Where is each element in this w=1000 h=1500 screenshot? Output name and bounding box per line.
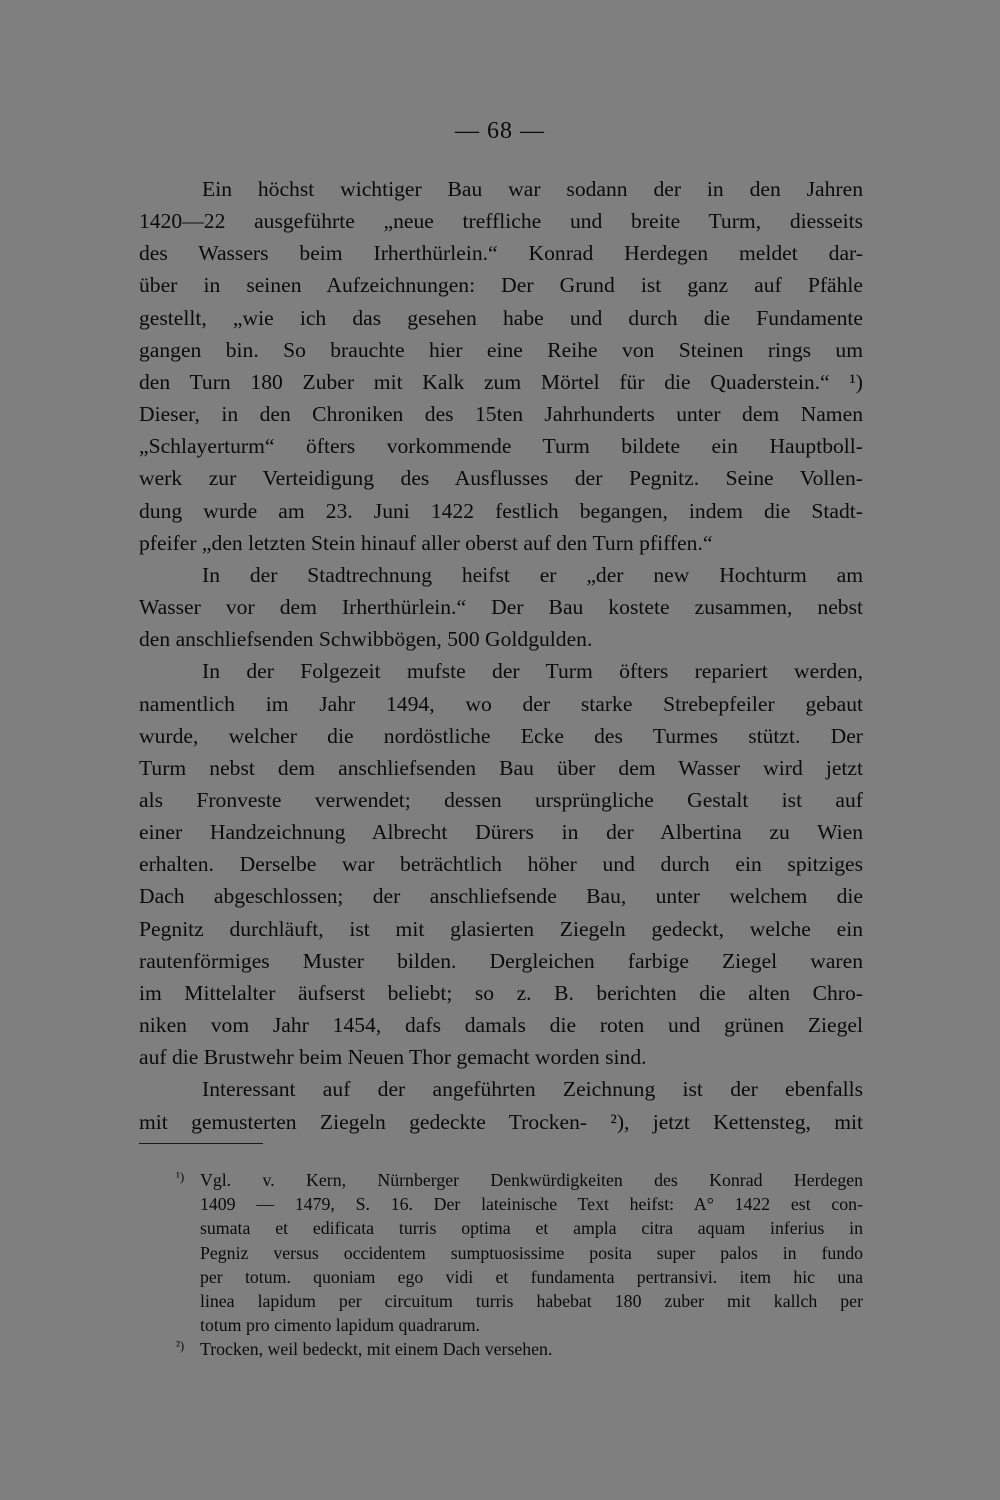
text-line: erhalten. Derselbe war beträchtlich höher und durch ein spitziges bbox=[139, 852, 863, 877]
footnote-line: Trocken, weil bedeckt, mit einem Dach versehen. bbox=[200, 1339, 553, 1360]
footnote-line: 1409 — 1479, S. 16. Der lateinische Text heifst: A° 1422 est con- bbox=[200, 1194, 863, 1215]
text-line: des Wassers beim Irherthürlein.“ Konrad Herdegen meldet dar- bbox=[139, 241, 863, 266]
text-line: dung wurde am 23. Juni 1422 festlich begangen, indem die Stadt- bbox=[139, 498, 863, 523]
text-line: Ein höchst wichtiger Bau war sodann der in den Jahren bbox=[202, 177, 863, 201]
text-line: 1420—22 ausgeführte „neue treffliche und breite Turm, diesseits bbox=[139, 209, 863, 234]
footnote-marker: ²) bbox=[176, 1338, 185, 1354]
text-line: im Mittelalter äufserst beliebt; so z. B. berichten die alten Chro- bbox=[139, 980, 863, 1005]
text-line: auf die Brustwehr beim Neuen Thor gemacht worden sind. bbox=[139, 1045, 647, 1070]
main-text bbox=[139, 173, 863, 1138]
text-line: „Schlayerturm“ öfters vorkommende Turm bildete ein Hauptboll- bbox=[139, 434, 863, 459]
text-line: einer Handzeichnung Albrecht Dürers in der Albertina zu Wien bbox=[139, 820, 863, 845]
footnote-line: totum pro cimento lapidum quadrarum. bbox=[200, 1315, 480, 1336]
footnotes bbox=[176, 1168, 863, 1362]
text-line: pfeifer „den letzten Stein hinauf aller oberst auf den Turn pfiffen.“ bbox=[139, 530, 713, 555]
footnote-line: sumata et edificata turris optima et ampla citra aquam inferius in bbox=[200, 1218, 863, 1239]
text-line: Interessant auf der angeführten Zeichnung ist der ebenfalls bbox=[202, 1077, 863, 1102]
paragraph bbox=[139, 559, 863, 655]
text-line: werk zur Verteidigung des Ausflusses der Pegnitz. Seine Vollen- bbox=[139, 466, 863, 491]
footnote-2 bbox=[176, 1337, 863, 1361]
text-line: gangen bin. So brauchte hier eine Reihe von Steinen rings um bbox=[139, 337, 863, 362]
paragraph bbox=[139, 655, 863, 1073]
footnote-line: linea lapidum per circuitum turris habebat 180 zuber mit kallch per bbox=[200, 1291, 863, 1312]
text-line: In der Stadtrechnung heifst er „der new Hochturm am bbox=[202, 562, 863, 587]
text-line: Turm nebst dem anschliefsenden Bau über dem Wasser wird jetzt bbox=[139, 755, 863, 780]
footnote-line: per totum. quoniam ego vidi et fundamenta pertransivi. item hic una bbox=[200, 1266, 863, 1287]
text-line: den Turn 180 Zuber mit Kalk zum Mörtel für die Quaderstein.“ ¹) bbox=[139, 369, 863, 394]
text-line: niken vom Jahr 1454, dafs damals die roten und grünen Ziegel bbox=[139, 1013, 863, 1038]
footnote-line: Vgl. v. Kern, Nürnberger Denkwürdigkeiten des Konrad Herdegen bbox=[200, 1170, 863, 1190]
text-line: mit gemusterten Ziegeln gedeckte Trocken- ²), jetzt Kettensteg, mit bbox=[139, 1109, 863, 1134]
text-line: Dach abgeschlossen; der anschliefsende Bau, unter welchem die bbox=[139, 884, 863, 909]
footnote-divider bbox=[139, 1143, 263, 1144]
text-line: namentlich im Jahr 1494, wo der starke Strebepfeiler gebaut bbox=[139, 691, 863, 716]
paragraph bbox=[139, 1073, 863, 1137]
footnote-marker: ¹) bbox=[176, 1169, 185, 1184]
text-line: Wasser vor dem Irherthürlein.“ Der Bau kostete zusammen, nebst bbox=[139, 595, 863, 620]
footnote-1 bbox=[176, 1168, 863, 1337]
text-line: gestellt, „wie ich das gesehen habe und durch die Fundamente bbox=[139, 305, 863, 330]
text-line: rautenförmiges Muster bilden. Dergleichen farbige Ziegel waren bbox=[139, 948, 863, 973]
text-line: den anschliefsenden Schwibbögen, 500 Goldgulden. bbox=[139, 627, 593, 652]
text-line: über in seinen Aufzeichnungen: Der Grund ist ganz auf Pfähle bbox=[139, 273, 863, 298]
paragraph bbox=[139, 173, 863, 559]
text-line: In der Folgezeit mufste der Turm öfters repariert werden, bbox=[202, 659, 863, 684]
footnote-line: Pegniz versus occidentem sumptuosissime posita super palos in fundo bbox=[200, 1242, 863, 1263]
text-line: als Fronveste verwendet; dessen ursprüngliche Gestalt ist auf bbox=[139, 787, 863, 812]
page-number: — 68 — bbox=[455, 118, 545, 144]
text-line: wurde, welcher die nordöstliche Ecke des Turmes stützt. Der bbox=[139, 723, 863, 748]
text-line: Dieser, in den Chroniken des 15ten Jahrhunderts unter dem Namen bbox=[139, 402, 863, 427]
text-line: Pegnitz durchläuft, ist mit glasierten Ziegeln gedeckt, welche ein bbox=[139, 916, 863, 941]
